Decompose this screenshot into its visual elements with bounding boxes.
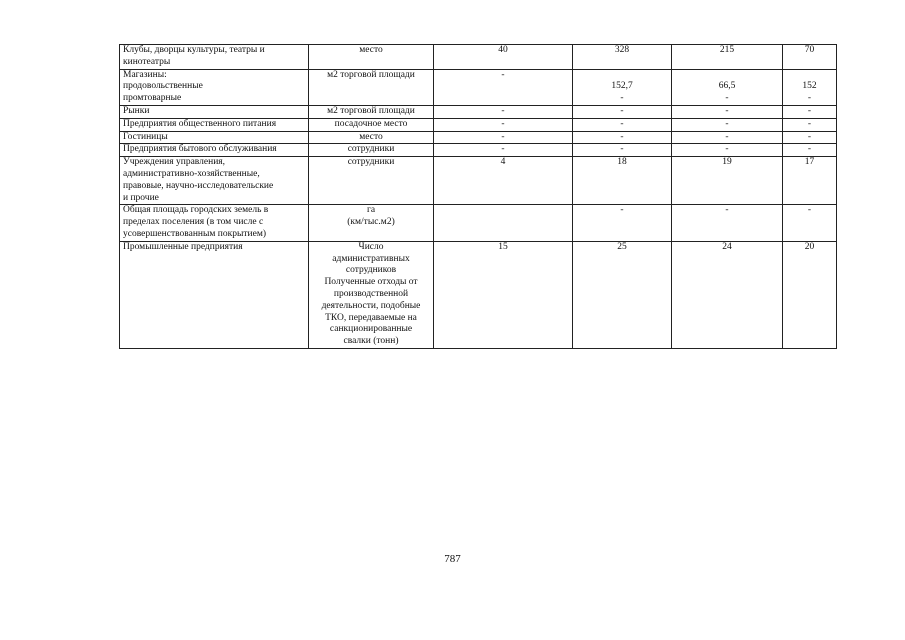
row-name-cell (120, 131, 309, 144)
value-cell-4 (783, 241, 837, 348)
cell-text-line: - (620, 144, 624, 155)
row-name-cell (120, 69, 309, 105)
cell-text-line: - (725, 131, 729, 142)
cell-text-line: 215 (719, 45, 735, 55)
cell-text-line: - (620, 131, 624, 142)
cell-text-line: посадочное место (334, 118, 408, 129)
cell-text-line: Полученные отходы от (324, 277, 418, 288)
value-cell-4 (783, 157, 837, 205)
cell-text-line: 18 (617, 157, 627, 168)
value-cell-3 (672, 131, 783, 144)
cell-text-line: сотрудники (347, 157, 395, 168)
value-cell-1 (434, 105, 573, 118)
cell-text-line: кинотеатры (123, 56, 171, 67)
value-cell-2 (573, 241, 672, 348)
cell-text-line: - (807, 144, 812, 155)
value-cell-1 (434, 131, 573, 144)
value-cell-1 (434, 157, 573, 205)
value-cell-3 (672, 205, 783, 241)
cell-text-line: м2 торговой площади (327, 105, 415, 116)
cell-text-line: Предприятия общественного питания (123, 118, 277, 129)
table-row (120, 144, 837, 157)
cell-text-line: - (725, 105, 729, 116)
cell-text-line: пределах поселения (в том числе с (123, 217, 264, 228)
value-cell-3 (672, 105, 783, 118)
row-name-cell (120, 105, 309, 118)
unit-cell (309, 69, 434, 105)
cell-text-line: Гостиницы (123, 131, 168, 142)
row-name-cell (120, 118, 309, 131)
cell-text-line: - (620, 205, 624, 216)
unit-cell (309, 241, 434, 348)
cell-text-line: - (725, 205, 729, 216)
value-cell-1 (434, 205, 573, 241)
value-cell-2 (573, 144, 672, 157)
value-cell-1 (434, 241, 573, 348)
value-cell-2 (573, 69, 672, 105)
value-cell-3 (672, 144, 783, 157)
cell-text-line (437, 205, 569, 217)
cell-text-line: - (501, 118, 505, 129)
cell-text-line: 17 (804, 157, 815, 168)
value-cell-2 (573, 131, 672, 144)
cell-text-line: - (807, 93, 812, 104)
cell-text-line: 328 (614, 45, 630, 55)
unit-cell (309, 118, 434, 131)
table-row (120, 131, 837, 144)
unit-cell (309, 205, 434, 241)
value-cell-2 (573, 45, 672, 70)
cell-text-line: 4 (500, 157, 506, 168)
unit-cell (309, 144, 434, 157)
cell-text-line (786, 70, 833, 82)
cell-text-line: 19 (722, 157, 732, 168)
cell-text-line: 70 (804, 45, 815, 55)
cell-text-line: - (807, 105, 812, 116)
value-cell-4 (783, 105, 837, 118)
cell-text-line: - (501, 131, 505, 142)
row-name-cell (120, 241, 309, 348)
table-row (120, 118, 837, 131)
cell-text-line (576, 70, 668, 82)
row-name-cell (120, 157, 309, 205)
cell-text-line: - (501, 69, 505, 80)
value-cell-3 (672, 45, 783, 70)
cell-text-line: Рынки (123, 105, 150, 116)
value-cell-4 (783, 45, 837, 70)
value-cell-1 (434, 69, 573, 105)
unit-cell (309, 131, 434, 144)
value-cell-4 (783, 131, 837, 144)
cell-text-line: Общая площадь городских земель в (123, 205, 269, 216)
cell-text-line: усовершенствованным покрытием) (123, 228, 266, 239)
value-cell-2 (573, 205, 672, 241)
cell-text-line: Предприятия бытового обслуживания (123, 144, 277, 155)
value-cell-3 (672, 69, 783, 105)
cell-text-line: 152 (802, 81, 817, 92)
cell-text-line: (км/тыс.м2) (347, 217, 395, 228)
cell-text-line: - (620, 93, 624, 104)
value-cell-4 (783, 144, 837, 157)
unit-cell (309, 105, 434, 118)
cell-text-line: Клубы, дворцы культуры, театры и (123, 45, 265, 55)
cell-text-line (675, 70, 779, 82)
cell-text-line: 152,7 (611, 81, 633, 92)
cell-text-line: место (359, 131, 383, 142)
cell-text-line: санкционированные (329, 324, 413, 335)
cell-text-line: и прочие (123, 192, 159, 203)
cell-text-line: Магазины: (123, 69, 167, 80)
table-row (120, 45, 837, 70)
cell-text-line: производственной (333, 288, 409, 299)
cell-text-line: 24 (722, 241, 732, 252)
data-table (119, 44, 837, 349)
cell-text-line: административно-хозяйственные, (123, 168, 260, 179)
row-name-cell (120, 45, 309, 70)
cell-text-line: - (501, 105, 505, 116)
cell-text-line: - (620, 105, 624, 116)
data-table-wrapper (119, 44, 837, 349)
table-body (120, 45, 837, 349)
cell-text-line: - (725, 118, 729, 129)
cell-text-line: место (359, 45, 383, 55)
cell-text-line: 25 (617, 241, 627, 252)
table-row (120, 205, 837, 241)
cell-text-line: - (807, 131, 812, 142)
value-cell-3 (672, 157, 783, 205)
value-cell-2 (573, 157, 672, 205)
cell-text-line: сотрудники (347, 144, 395, 155)
cell-text-line: правовые, научно-исследовательские (123, 180, 274, 191)
cell-text-line: - (501, 144, 505, 155)
value-cell-2 (573, 105, 672, 118)
value-cell-4 (783, 118, 837, 131)
cell-text-line: Число (358, 241, 384, 252)
cell-text-line: ТКО, передаваемые на (325, 312, 417, 323)
cell-text-line: свалки (тонн) (343, 336, 399, 347)
cell-text-line: Промышленные предприятия (123, 241, 243, 252)
cell-text-line: 15 (498, 241, 508, 252)
cell-text-line: - (620, 118, 624, 129)
value-cell-1 (434, 144, 573, 157)
cell-text-line: деятельности, подобные (321, 300, 421, 311)
value-cell-1 (434, 45, 573, 70)
row-name-cell (120, 144, 309, 157)
cell-text-line: 66,5 (718, 81, 736, 92)
value-cell-3 (672, 118, 783, 131)
cell-text-line: сотрудников (345, 265, 397, 276)
cell-text-line: 40 (498, 45, 508, 55)
table-row (120, 157, 837, 205)
cell-text-line: Учреждения управления, (123, 157, 226, 168)
table-row (120, 105, 837, 118)
cell-text-line: промтоварные (123, 93, 182, 104)
cell-text-line: - (807, 205, 812, 216)
cell-text-line: - (725, 144, 729, 155)
cell-text-line: продовольственные (123, 81, 203, 92)
table-row (120, 69, 837, 105)
page-number: 787 (444, 553, 461, 565)
value-cell-1 (434, 118, 573, 131)
cell-text-line: га (366, 205, 376, 216)
unit-cell (309, 45, 434, 70)
cell-text-line: 20 (804, 241, 815, 252)
cell-text-line: м2 торговой площади (327, 69, 415, 80)
row-name-cell (120, 205, 309, 241)
value-cell-4 (783, 205, 837, 241)
cell-text-line: - (725, 93, 729, 104)
value-cell-3 (672, 241, 783, 348)
unit-cell (309, 157, 434, 205)
cell-text-line: - (807, 118, 812, 129)
table-row (120, 241, 837, 348)
value-cell-2 (573, 118, 672, 131)
value-cell-4 (783, 69, 837, 105)
cell-text-line: административных (332, 253, 410, 264)
